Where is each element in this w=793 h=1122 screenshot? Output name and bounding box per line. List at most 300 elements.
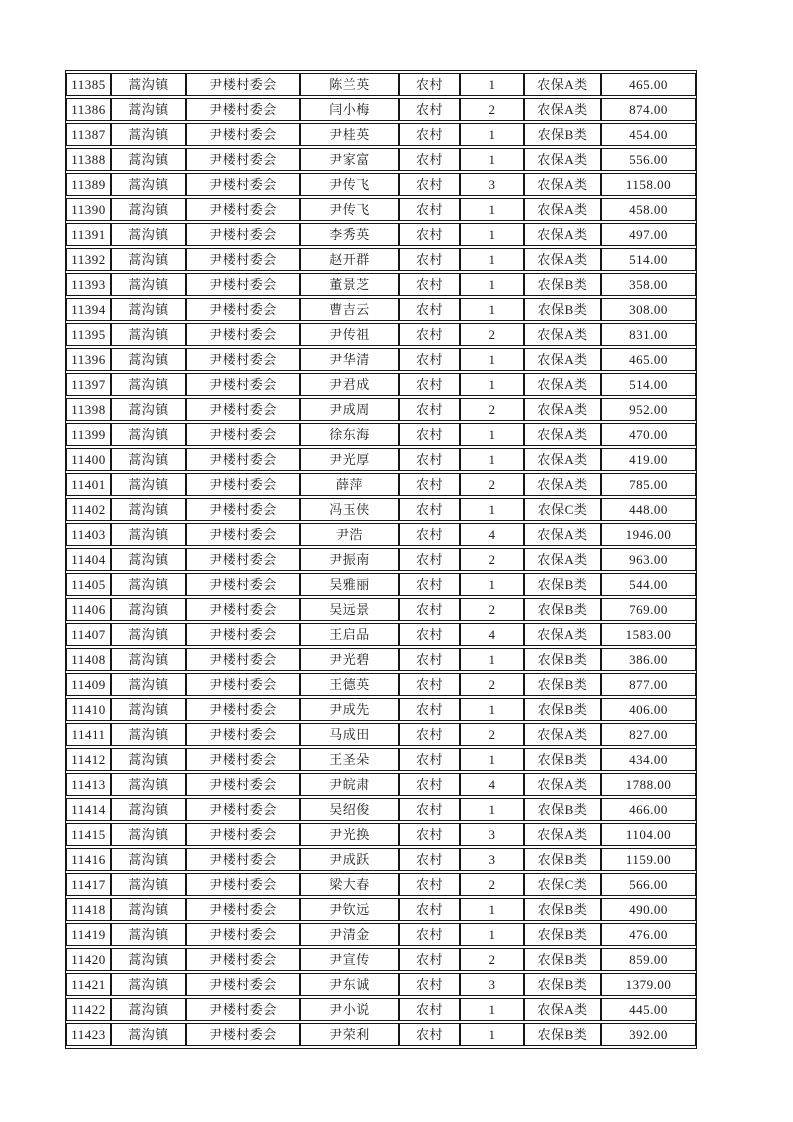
cell-insurance-category: 农保A类: [524, 348, 601, 371]
cell-amount: 386.00: [601, 648, 696, 671]
table-row: [66, 198, 696, 221]
cell-village-committee: 尹楼村委会: [186, 323, 300, 346]
cell-town: 蒿沟镇: [111, 198, 186, 221]
cell-name: 尹光碧: [300, 648, 399, 671]
cell-insurance-category: 农保B类: [524, 298, 601, 321]
cell-amount: 458.00: [601, 198, 696, 221]
cell-person-count: 1: [460, 898, 524, 921]
cell-name: 尹振南: [300, 548, 399, 571]
cell-town: 蒿沟镇: [111, 248, 186, 271]
cell-residence-type: 农村: [399, 523, 460, 546]
cell-village-committee: 尹楼村委会: [186, 973, 300, 996]
cell-village-committee: 尹楼村委会: [186, 173, 300, 196]
cell-residence-type: 农村: [399, 173, 460, 196]
cell-insurance-category: 农保B类: [524, 898, 601, 921]
cell-amount: 1946.00: [601, 523, 696, 546]
cell-insurance-category: 农保A类: [524, 473, 601, 496]
table-row: [66, 498, 696, 521]
cell-name: 尹光厚: [300, 448, 399, 471]
table-row: [66, 798, 696, 821]
cell-insurance-category: 农保A类: [524, 398, 601, 421]
cell-town: 蒿沟镇: [111, 923, 186, 946]
cell-amount: 963.00: [601, 548, 696, 571]
cell-residence-type: 农村: [399, 848, 460, 871]
cell-person-count: 1: [460, 148, 524, 171]
payment-table: [65, 70, 697, 1049]
cell-person-count: 2: [460, 98, 524, 121]
cell-residence-type: 农村: [399, 123, 460, 146]
cell-residence-type: 农村: [399, 973, 460, 996]
table-row: [66, 823, 696, 846]
cell-town: 蒿沟镇: [111, 523, 186, 546]
cell-record-id: 11421: [66, 973, 111, 996]
cell-village-committee: 尹楼村委会: [186, 348, 300, 371]
cell-village-committee: 尹楼村委会: [186, 948, 300, 971]
cell-village-committee: 尹楼村委会: [186, 1023, 300, 1046]
cell-amount: 434.00: [601, 748, 696, 771]
cell-amount: 566.00: [601, 873, 696, 896]
cell-person-count: 1: [460, 348, 524, 371]
cell-person-count: 1: [460, 373, 524, 396]
cell-name: 尹钦远: [300, 898, 399, 921]
cell-residence-type: 农村: [399, 548, 460, 571]
cell-person-count: 1: [460, 698, 524, 721]
cell-record-id: 11415: [66, 823, 111, 846]
table-row: [66, 423, 696, 446]
cell-insurance-category: 农保A类: [524, 223, 601, 246]
cell-village-committee: 尹楼村委会: [186, 698, 300, 721]
cell-amount: 490.00: [601, 898, 696, 921]
cell-insurance-category: 农保A类: [524, 998, 601, 1021]
cell-town: 蒿沟镇: [111, 98, 186, 121]
cell-insurance-category: 农保A类: [524, 98, 601, 121]
table-row: [66, 1023, 696, 1046]
cell-residence-type: 农村: [399, 598, 460, 621]
cell-town: 蒿沟镇: [111, 748, 186, 771]
cell-insurance-category: 农保A类: [524, 148, 601, 171]
cell-residence-type: 农村: [399, 298, 460, 321]
cell-person-count: 1: [460, 198, 524, 221]
cell-person-count: 3: [460, 973, 524, 996]
table-row: [66, 73, 696, 96]
cell-amount: 454.00: [601, 123, 696, 146]
cell-amount: 769.00: [601, 598, 696, 621]
cell-name: 尹君成: [300, 373, 399, 396]
cell-town: 蒿沟镇: [111, 348, 186, 371]
cell-town: 蒿沟镇: [111, 573, 186, 596]
cell-insurance-category: 农保A类: [524, 198, 601, 221]
table-row: [66, 748, 696, 771]
cell-person-count: 1: [460, 73, 524, 96]
cell-name: 王圣朵: [300, 748, 399, 771]
cell-village-committee: 尹楼村委会: [186, 548, 300, 571]
cell-name: 闫小梅: [300, 98, 399, 121]
cell-village-committee: 尹楼村委会: [186, 573, 300, 596]
table-row: [66, 848, 696, 871]
cell-record-id: 11411: [66, 723, 111, 746]
cell-name: 尹华清: [300, 348, 399, 371]
cell-village-committee: 尹楼村委会: [186, 923, 300, 946]
cell-village-committee: 尹楼村委会: [186, 298, 300, 321]
cell-insurance-category: 农保B类: [524, 798, 601, 821]
cell-residence-type: 农村: [399, 773, 460, 796]
table-body: [66, 73, 696, 1046]
cell-amount: 466.00: [601, 798, 696, 821]
cell-town: 蒿沟镇: [111, 148, 186, 171]
cell-name: 冯玉侠: [300, 498, 399, 521]
cell-name: 尹小说: [300, 998, 399, 1021]
cell-insurance-category: 农保B类: [524, 948, 601, 971]
cell-village-committee: 尹楼村委会: [186, 723, 300, 746]
cell-village-committee: 尹楼村委会: [186, 848, 300, 871]
table-row: [66, 598, 696, 621]
cell-person-count: 1: [460, 923, 524, 946]
cell-person-count: 1: [460, 498, 524, 521]
table-row: [66, 448, 696, 471]
cell-name: 赵开群: [300, 248, 399, 271]
cell-residence-type: 农村: [399, 473, 460, 496]
cell-person-count: 1: [460, 423, 524, 446]
cell-name: 尹传飞: [300, 198, 399, 221]
table-row: [66, 998, 696, 1021]
cell-name: 尹光换: [300, 823, 399, 846]
table-row: [66, 348, 696, 371]
table-row: [66, 698, 696, 721]
cell-person-count: 1: [460, 273, 524, 296]
cell-insurance-category: 农保B类: [524, 848, 601, 871]
cell-amount: 952.00: [601, 398, 696, 421]
cell-town: 蒿沟镇: [111, 123, 186, 146]
cell-town: 蒿沟镇: [111, 273, 186, 296]
cell-village-committee: 尹楼村委会: [186, 98, 300, 121]
table-row: [66, 298, 696, 321]
table-row: [66, 573, 696, 596]
cell-town: 蒿沟镇: [111, 623, 186, 646]
cell-insurance-category: 农保A类: [524, 823, 601, 846]
table-row: [66, 98, 696, 121]
cell-record-id: 11406: [66, 598, 111, 621]
cell-amount: 358.00: [601, 273, 696, 296]
cell-name: 陈兰英: [300, 73, 399, 96]
cell-village-committee: 尹楼村委会: [186, 123, 300, 146]
cell-residence-type: 农村: [399, 98, 460, 121]
cell-insurance-category: 农保A类: [524, 773, 601, 796]
cell-town: 蒿沟镇: [111, 898, 186, 921]
cell-insurance-category: 农保A类: [524, 548, 601, 571]
cell-amount: 465.00: [601, 73, 696, 96]
cell-town: 蒿沟镇: [111, 473, 186, 496]
cell-record-id: 11423: [66, 1023, 111, 1046]
cell-village-committee: 尹楼村委会: [186, 873, 300, 896]
cell-name: 马成田: [300, 723, 399, 746]
cell-record-id: 11389: [66, 173, 111, 196]
cell-residence-type: 农村: [399, 723, 460, 746]
cell-record-id: 11397: [66, 373, 111, 396]
cell-amount: 544.00: [601, 573, 696, 596]
cell-record-id: 11392: [66, 248, 111, 271]
cell-record-id: 11412: [66, 748, 111, 771]
cell-town: 蒿沟镇: [111, 648, 186, 671]
cell-amount: 1379.00: [601, 973, 696, 996]
cell-village-committee: 尹楼村委会: [186, 473, 300, 496]
cell-amount: 831.00: [601, 323, 696, 346]
cell-name: 吴远景: [300, 598, 399, 621]
cell-village-committee: 尹楼村委会: [186, 223, 300, 246]
cell-record-id: 11395: [66, 323, 111, 346]
cell-person-count: 4: [460, 523, 524, 546]
cell-village-committee: 尹楼村委会: [186, 623, 300, 646]
cell-village-committee: 尹楼村委会: [186, 673, 300, 696]
cell-name: 董景芝: [300, 273, 399, 296]
cell-amount: 308.00: [601, 298, 696, 321]
cell-amount: 1104.00: [601, 823, 696, 846]
table-row: [66, 373, 696, 396]
cell-amount: 448.00: [601, 498, 696, 521]
cell-person-count: 2: [460, 473, 524, 496]
cell-record-id: 11405: [66, 573, 111, 596]
cell-name: 尹传祖: [300, 323, 399, 346]
cell-amount: 470.00: [601, 423, 696, 446]
cell-village-committee: 尹楼村委会: [186, 748, 300, 771]
table-row: [66, 398, 696, 421]
cell-town: 蒿沟镇: [111, 798, 186, 821]
cell-amount: 877.00: [601, 673, 696, 696]
cell-amount: 1158.00: [601, 173, 696, 196]
table-row: [66, 948, 696, 971]
cell-person-count: 1: [460, 123, 524, 146]
table-row: [66, 923, 696, 946]
cell-town: 蒿沟镇: [111, 298, 186, 321]
cell-town: 蒿沟镇: [111, 973, 186, 996]
table-row: [66, 648, 696, 671]
cell-amount: 514.00: [601, 248, 696, 271]
cell-person-count: 1: [460, 998, 524, 1021]
cell-amount: 392.00: [601, 1023, 696, 1046]
cell-record-id: 11388: [66, 148, 111, 171]
cell-town: 蒿沟镇: [111, 948, 186, 971]
cell-person-count: 1: [460, 648, 524, 671]
cell-village-committee: 尹楼村委会: [186, 798, 300, 821]
cell-name: 尹桂英: [300, 123, 399, 146]
cell-town: 蒿沟镇: [111, 598, 186, 621]
cell-record-id: 11414: [66, 798, 111, 821]
cell-record-id: 11398: [66, 398, 111, 421]
cell-residence-type: 农村: [399, 398, 460, 421]
cell-residence-type: 农村: [399, 348, 460, 371]
cell-residence-type: 农村: [399, 373, 460, 396]
cell-record-id: 11404: [66, 548, 111, 571]
cell-name: 王启品: [300, 623, 399, 646]
cell-person-count: 2: [460, 673, 524, 696]
cell-name: 尹东诚: [300, 973, 399, 996]
cell-amount: 476.00: [601, 923, 696, 946]
cell-residence-type: 农村: [399, 998, 460, 1021]
cell-person-count: 1: [460, 448, 524, 471]
cell-village-committee: 尹楼村委会: [186, 448, 300, 471]
cell-person-count: 2: [460, 723, 524, 746]
cell-town: 蒿沟镇: [111, 673, 186, 696]
cell-residence-type: 农村: [399, 1023, 460, 1046]
cell-amount: 785.00: [601, 473, 696, 496]
cell-name: 尹成跃: [300, 848, 399, 871]
cell-town: 蒿沟镇: [111, 73, 186, 96]
cell-name: 薛萍: [300, 473, 399, 496]
cell-insurance-category: 农保B类: [524, 123, 601, 146]
cell-town: 蒿沟镇: [111, 1023, 186, 1046]
cell-record-id: 11400: [66, 448, 111, 471]
cell-person-count: 1: [460, 798, 524, 821]
cell-insurance-category: 农保C类: [524, 498, 601, 521]
cell-amount: 1583.00: [601, 623, 696, 646]
cell-village-committee: 尹楼村委会: [186, 423, 300, 446]
cell-person-count: 4: [460, 623, 524, 646]
cell-village-committee: 尹楼村委会: [186, 398, 300, 421]
cell-name: 曹吉云: [300, 298, 399, 321]
table-row: [66, 773, 696, 796]
cell-record-id: 11413: [66, 773, 111, 796]
cell-amount: 1788.00: [601, 773, 696, 796]
cell-record-id: 11396: [66, 348, 111, 371]
cell-residence-type: 农村: [399, 73, 460, 96]
cell-name: 梁大春: [300, 873, 399, 896]
cell-village-committee: 尹楼村委会: [186, 773, 300, 796]
cell-town: 蒿沟镇: [111, 773, 186, 796]
cell-record-id: 11409: [66, 673, 111, 696]
cell-insurance-category: 农保B类: [524, 648, 601, 671]
cell-village-committee: 尹楼村委会: [186, 823, 300, 846]
cell-person-count: 2: [460, 323, 524, 346]
cell-residence-type: 农村: [399, 823, 460, 846]
cell-insurance-category: 农保B类: [524, 698, 601, 721]
cell-name: 尹家富: [300, 148, 399, 171]
cell-town: 蒿沟镇: [111, 398, 186, 421]
cell-record-id: 11422: [66, 998, 111, 1021]
cell-insurance-category: 农保A类: [524, 73, 601, 96]
cell-residence-type: 农村: [399, 898, 460, 921]
cell-amount: 497.00: [601, 223, 696, 246]
cell-residence-type: 农村: [399, 273, 460, 296]
cell-name: 尹皖肃: [300, 773, 399, 796]
cell-insurance-category: 农保A类: [524, 448, 601, 471]
cell-amount: 556.00: [601, 148, 696, 171]
cell-person-count: 1: [460, 248, 524, 271]
cell-village-committee: 尹楼村委会: [186, 148, 300, 171]
table-row: [66, 523, 696, 546]
cell-person-count: 2: [460, 598, 524, 621]
cell-residence-type: 农村: [399, 423, 460, 446]
cell-town: 蒿沟镇: [111, 323, 186, 346]
table-row: [66, 623, 696, 646]
cell-village-committee: 尹楼村委会: [186, 373, 300, 396]
cell-town: 蒿沟镇: [111, 823, 186, 846]
cell-insurance-category: 农保B类: [524, 923, 601, 946]
cell-insurance-category: 农保A类: [524, 423, 601, 446]
cell-residence-type: 农村: [399, 673, 460, 696]
cell-village-committee: 尹楼村委会: [186, 273, 300, 296]
cell-town: 蒿沟镇: [111, 873, 186, 896]
cell-residence-type: 农村: [399, 148, 460, 171]
cell-residence-type: 农村: [399, 923, 460, 946]
cell-record-id: 11408: [66, 648, 111, 671]
cell-residence-type: 农村: [399, 698, 460, 721]
cell-residence-type: 农村: [399, 448, 460, 471]
cell-town: 蒿沟镇: [111, 448, 186, 471]
cell-village-committee: 尹楼村委会: [186, 523, 300, 546]
cell-insurance-category: 农保A类: [524, 373, 601, 396]
cell-record-id: 11394: [66, 298, 111, 321]
cell-person-count: 1: [460, 573, 524, 596]
cell-record-id: 11416: [66, 848, 111, 871]
cell-amount: 465.00: [601, 348, 696, 371]
cell-insurance-category: 农保B类: [524, 273, 601, 296]
cell-name: 尹荣利: [300, 1023, 399, 1046]
cell-person-count: 2: [460, 398, 524, 421]
cell-town: 蒿沟镇: [111, 848, 186, 871]
cell-residence-type: 农村: [399, 798, 460, 821]
cell-person-count: 1: [460, 223, 524, 246]
cell-insurance-category: 农保A类: [524, 723, 601, 746]
cell-insurance-category: 农保B类: [524, 598, 601, 621]
cell-record-id: 11420: [66, 948, 111, 971]
table-row: [66, 548, 696, 571]
cell-insurance-category: 农保B类: [524, 573, 601, 596]
cell-record-id: 11391: [66, 223, 111, 246]
cell-insurance-category: 农保B类: [524, 973, 601, 996]
cell-village-committee: 尹楼村委会: [186, 248, 300, 271]
cell-record-id: 11385: [66, 73, 111, 96]
cell-person-count: 2: [460, 548, 524, 571]
table-row: [66, 723, 696, 746]
cell-residence-type: 农村: [399, 323, 460, 346]
cell-record-id: 11387: [66, 123, 111, 146]
cell-insurance-category: 农保A类: [524, 248, 601, 271]
cell-amount: 1159.00: [601, 848, 696, 871]
cell-amount: 859.00: [601, 948, 696, 971]
cell-name: 尹宣传: [300, 948, 399, 971]
cell-amount: 419.00: [601, 448, 696, 471]
cell-insurance-category: 农保A类: [524, 523, 601, 546]
cell-record-id: 11417: [66, 873, 111, 896]
cell-town: 蒿沟镇: [111, 173, 186, 196]
cell-town: 蒿沟镇: [111, 548, 186, 571]
table-row: [66, 173, 696, 196]
cell-name: 吴绍俊: [300, 798, 399, 821]
cell-person-count: 3: [460, 173, 524, 196]
cell-village-committee: 尹楼村委会: [186, 198, 300, 221]
cell-town: 蒿沟镇: [111, 998, 186, 1021]
cell-person-count: 4: [460, 773, 524, 796]
cell-record-id: 11419: [66, 923, 111, 946]
cell-name: 尹成周: [300, 398, 399, 421]
table-row: [66, 148, 696, 171]
cell-village-committee: 尹楼村委会: [186, 498, 300, 521]
cell-town: 蒿沟镇: [111, 698, 186, 721]
cell-record-id: 11403: [66, 523, 111, 546]
cell-insurance-category: 农保B类: [524, 1023, 601, 1046]
cell-person-count: 3: [460, 823, 524, 846]
cell-village-committee: 尹楼村委会: [186, 998, 300, 1021]
cell-residence-type: 农村: [399, 873, 460, 896]
table-row: [66, 123, 696, 146]
cell-name: 尹清金: [300, 923, 399, 946]
table-row: [66, 323, 696, 346]
table-row: [66, 223, 696, 246]
cell-person-count: 2: [460, 948, 524, 971]
cell-residence-type: 农村: [399, 648, 460, 671]
cell-name: 尹浩: [300, 523, 399, 546]
cell-amount: 406.00: [601, 698, 696, 721]
cell-town: 蒿沟镇: [111, 498, 186, 521]
